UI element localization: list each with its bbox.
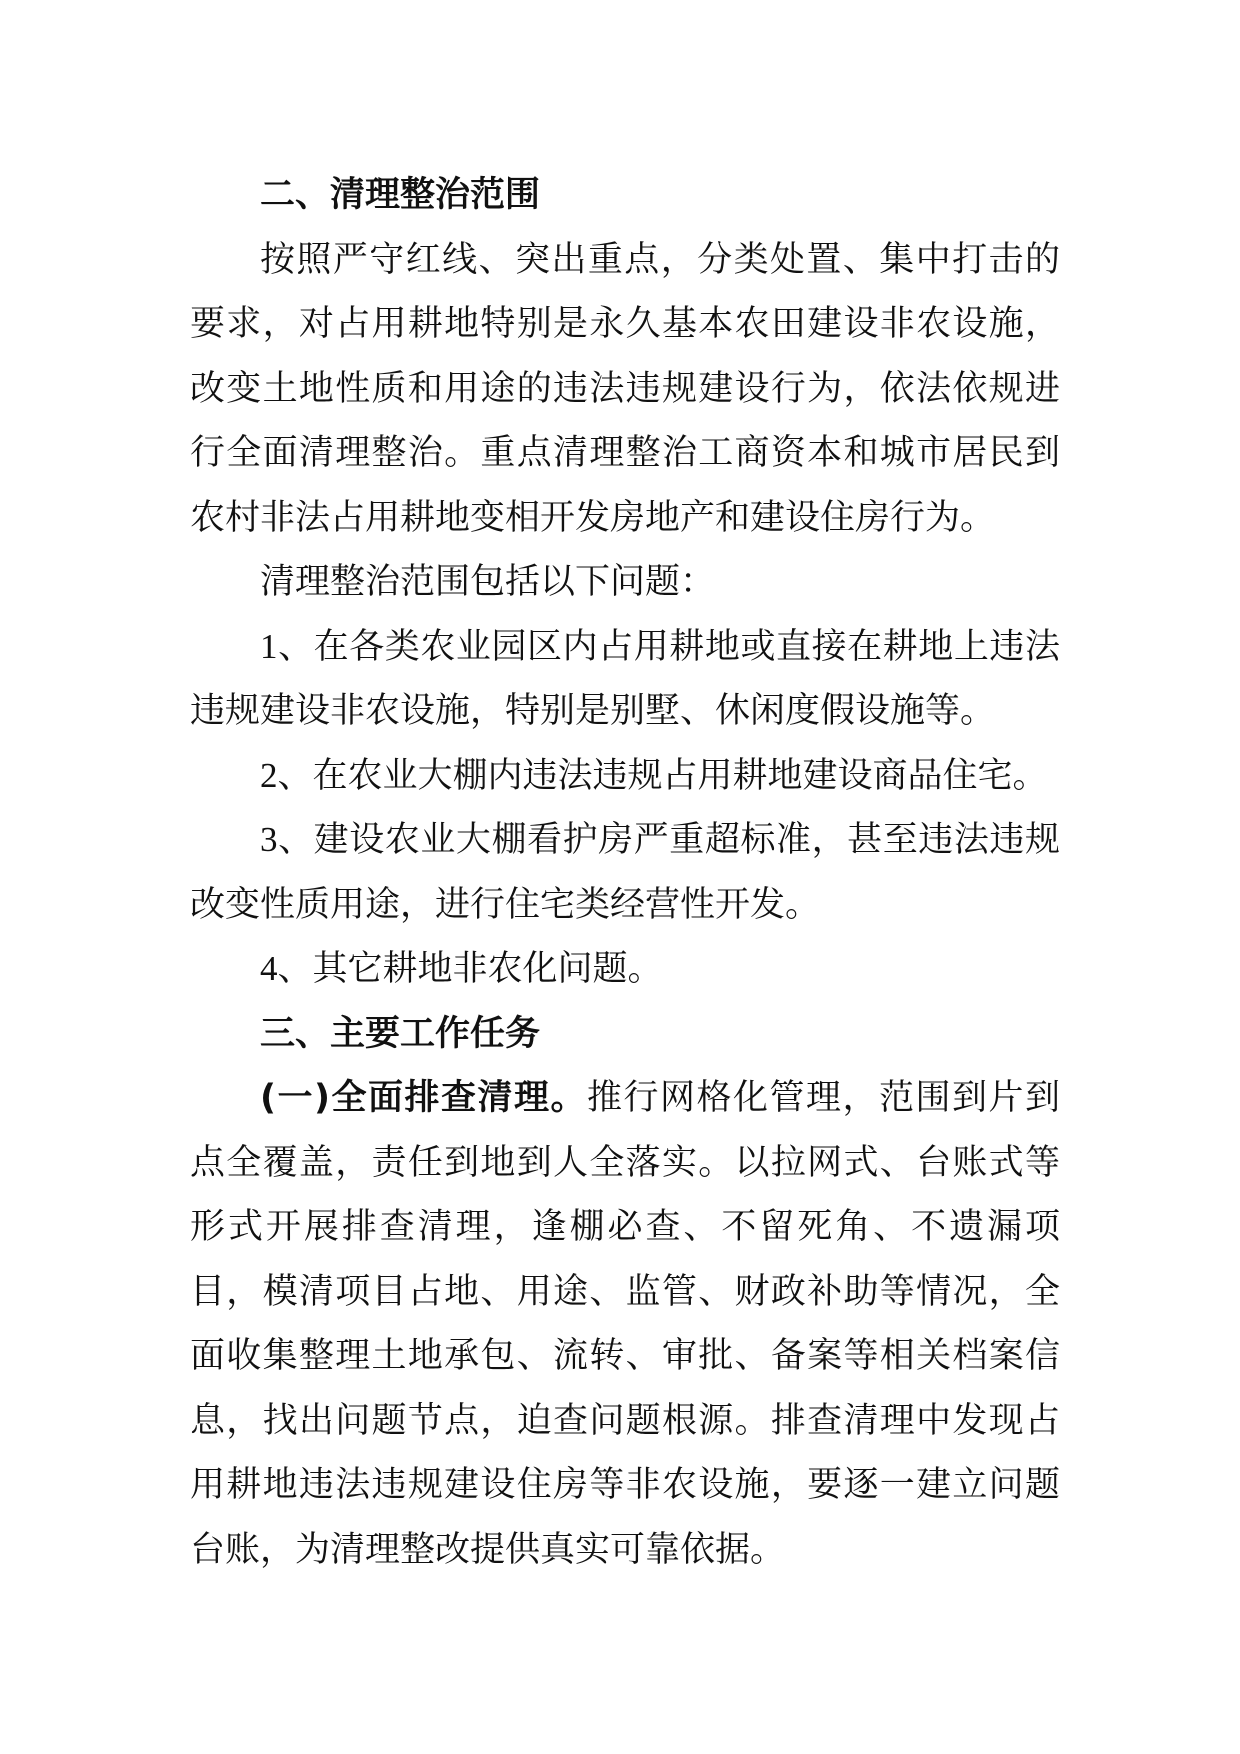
- list-item-text: 、其它耕地非农化问题。: [277, 949, 663, 989]
- list-item-number: 4: [260, 949, 278, 988]
- paragraph-task-investigation: [190, 1066, 1060, 1582]
- list-item-text: 、在农业大棚内违法违规占用耕地建设商品住宅。: [277, 755, 1048, 796]
- list-item: [190, 744, 1060, 809]
- paragraph-scope-requirements: 按照严守红线、突出重点，分类处置、集中打击的要求，对占用耕地特别是永久基本农田建设非农设施，改变土地性质和用途的违法违规建设行为，依法依规进行全面清理整治。重点清理整治工商资本和城市居民到农村非法占用耕地变相开发房地产和建设住房行为。: [190, 239, 1060, 538]
- list-item-text: 、在各类农业园区内占用耕地或直接在耕地上违法违规建设非农设施，特别是别墅、休闲度假设施等。: [190, 626, 1060, 731]
- document-body: [190, 163, 1060, 1582]
- section-heading-scope: 二、清理整治范围: [260, 175, 541, 215]
- list-item: [190, 615, 1060, 744]
- paragraph-scope-intro: 清理整治范围包括以下问题：: [260, 562, 716, 602]
- task-body-text: 推行网格化管理，范围到片到点全覆盖，责任到地到人全落实。以拉网式、台账式等形式开展排查清理，逢棚必查、不留死角、不遗漏项目，模清项目占地、用途、监管、财政补助等情况，全面收集整理土地承包、流转、审批、备案等相关档案信息，找出问题节点，迫查问题根源。排查清理中发现占用耕地违法违规建设住房等非农设施，要逐一建立问题台账，为清理整改提供真实可靠依据。: [190, 1078, 1060, 1570]
- list-item-text: 、建设农业大棚看护房严重超标准，甚至违法违规改变性质用途，进行住宅类经营性开发。: [190, 820, 1060, 925]
- section-heading-tasks: 三、主要工作任务: [260, 1013, 541, 1054]
- task-lead-title: (一)全面排查清理。: [260, 1078, 587, 1118]
- list-item-number: 3: [260, 820, 278, 859]
- list-item: [190, 808, 1060, 937]
- list-item: [190, 937, 1060, 1002]
- list-item-number: 2: [260, 755, 278, 795]
- list-item-number: 1: [260, 626, 278, 666]
